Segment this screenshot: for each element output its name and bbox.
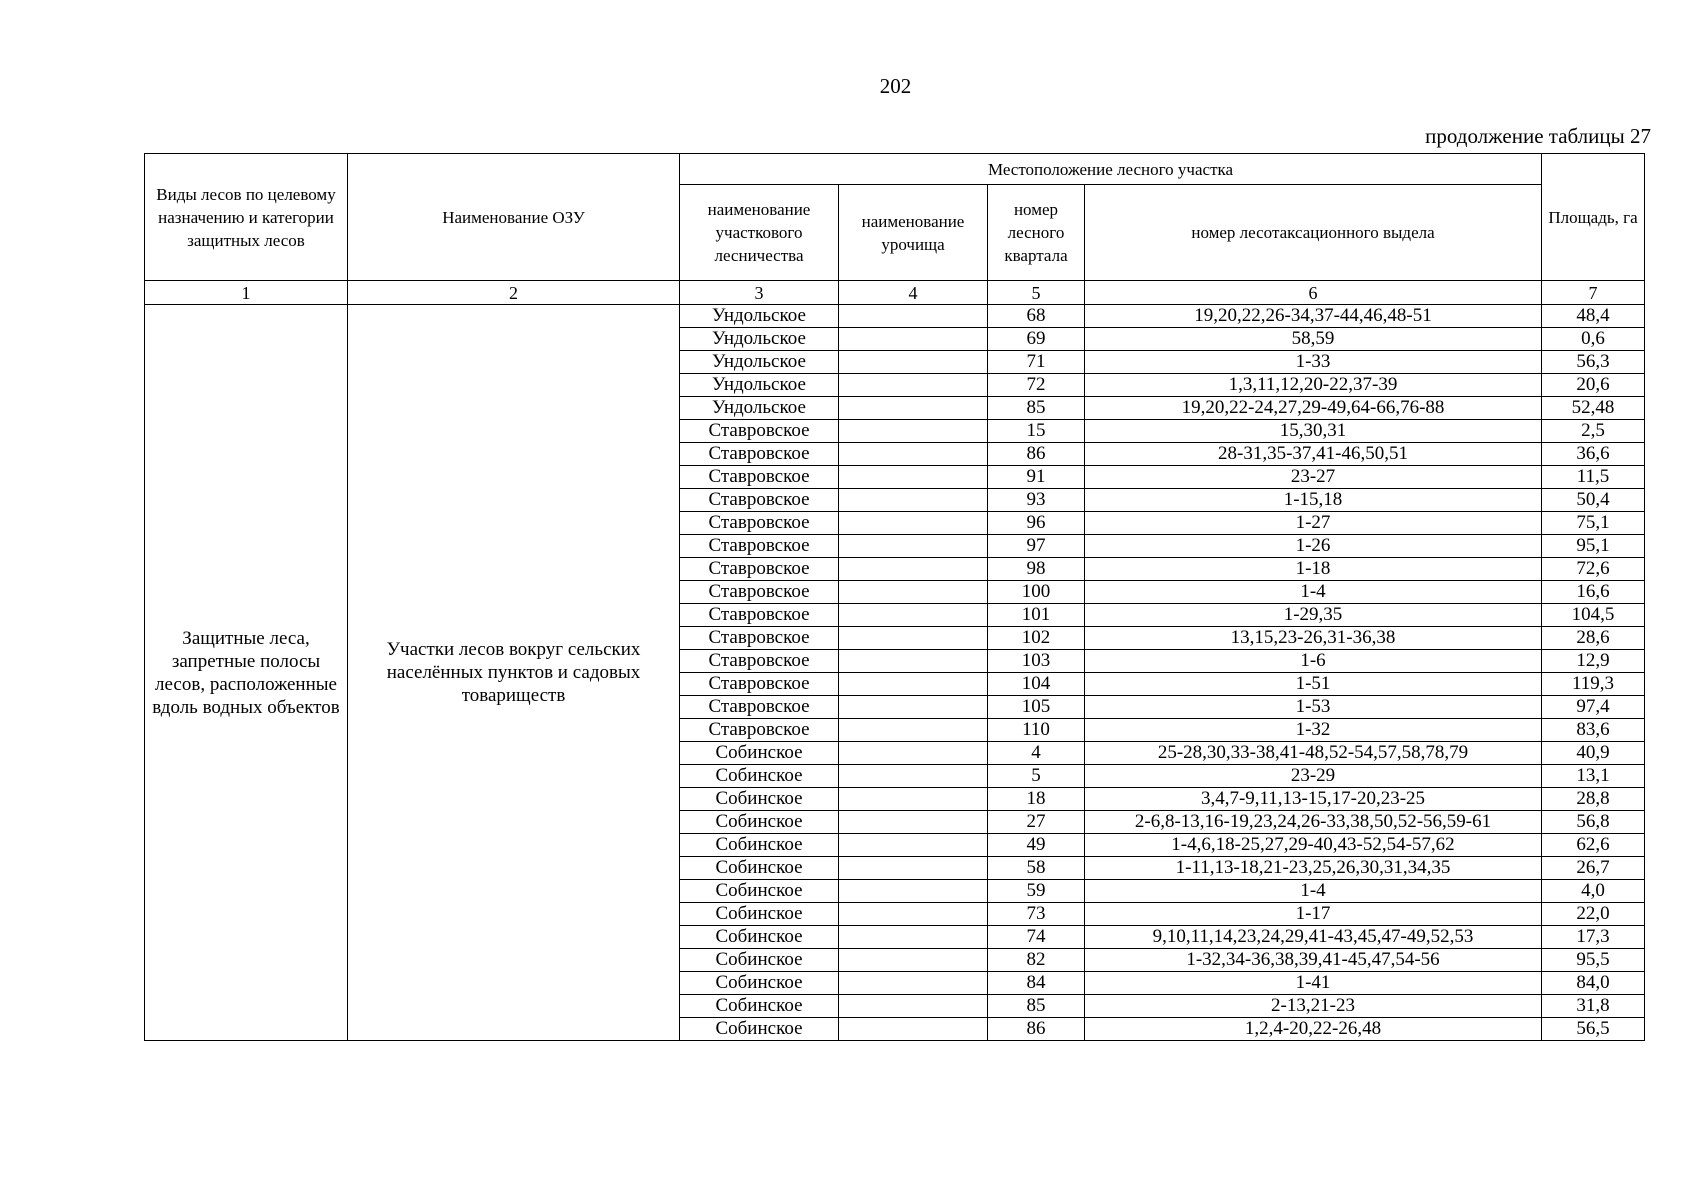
quarter-cell: 69: [988, 328, 1085, 351]
forestry-cell: Собинское: [680, 765, 839, 788]
column-number: 5: [988, 281, 1085, 305]
page-number: 202: [879, 74, 912, 98]
tract-cell: [839, 443, 988, 466]
tract-cell: [839, 696, 988, 719]
forestry-cell: Ставровское: [680, 512, 839, 535]
area-cell: 17,3: [1542, 926, 1645, 949]
area-cell: 56,8: [1542, 811, 1645, 834]
forestry-cell: Ставровское: [680, 489, 839, 512]
allotments-cell: 1-41: [1085, 972, 1542, 995]
forestry-cell: Собинское: [680, 811, 839, 834]
area-cell: 12,9: [1542, 650, 1645, 673]
forestry-cell: Ундольское: [680, 328, 839, 351]
forestry-cell: Ставровское: [680, 696, 839, 719]
allotments-cell: 23-27: [1085, 466, 1542, 489]
quarter-cell: 27: [988, 811, 1085, 834]
forestry-cell: Ставровское: [680, 719, 839, 742]
table-continuation-label: продолжение таблицы 27: [1425, 124, 1651, 148]
forestry-cell: Ставровское: [680, 673, 839, 696]
tract-cell: [839, 581, 988, 604]
allotments-cell: 1-27: [1085, 512, 1542, 535]
allotments-cell: 1-11,13-18,21-23,25,26,30,31,34,35: [1085, 857, 1542, 880]
tract-cell: [839, 811, 988, 834]
allotments-cell: 1-15,18: [1085, 489, 1542, 512]
tract-cell: [839, 857, 988, 880]
forestry-cell: Собинское: [680, 903, 839, 926]
forestry-cell: Ставровское: [680, 443, 839, 466]
quarter-cell: 104: [988, 673, 1085, 696]
forestry-cell: Ставровское: [680, 558, 839, 581]
quarter-cell: 71: [988, 351, 1085, 374]
area-cell: 95,1: [1542, 535, 1645, 558]
tract-cell: [839, 834, 988, 857]
tract-cell: [839, 926, 988, 949]
forestry-cell: Ундольское: [680, 351, 839, 374]
quarter-cell: 74: [988, 926, 1085, 949]
header-tract-name: наименование урочища: [839, 185, 988, 281]
header-allotment-number: номер лесотаксационного выдела: [1085, 185, 1542, 281]
area-cell: 48,4: [1542, 305, 1645, 328]
tract-cell: [839, 420, 988, 443]
forestry-cell: Собинское: [680, 949, 839, 972]
area-cell: 83,6: [1542, 719, 1645, 742]
quarter-cell: 85: [988, 995, 1085, 1018]
column-number: 7: [1542, 281, 1645, 305]
quarter-cell: 97: [988, 535, 1085, 558]
forestry-cell: Ставровское: [680, 581, 839, 604]
quarter-cell: 100: [988, 581, 1085, 604]
area-cell: 28,8: [1542, 788, 1645, 811]
forestry-cell: Ундольское: [680, 397, 839, 420]
ozu-name-cell: Участки лесов вокруг сельских населённых пунктов и садовых товариществ: [348, 305, 680, 1041]
tract-cell: [839, 788, 988, 811]
forest-plots-table: [144, 153, 1645, 1041]
area-cell: 4,0: [1542, 880, 1645, 903]
allotments-cell: 1-4,6,18-25,27,29-40,43-52,54-57,62: [1085, 834, 1542, 857]
allotments-cell: 3,4,7-9,11,13-15,17-20,23-25: [1085, 788, 1542, 811]
tract-cell: [839, 351, 988, 374]
header-location-group: Местоположение лесного участка: [680, 154, 1542, 185]
area-cell: 52,48: [1542, 397, 1645, 420]
area-cell: 75,1: [1542, 512, 1645, 535]
header-forest-type: Виды лесов по целевому назначению и категории защитных лесов: [145, 154, 348, 281]
forestry-cell: Ставровское: [680, 466, 839, 489]
allotments-cell: 1,2,4-20,22-26,48: [1085, 1018, 1542, 1041]
area-cell: 56,3: [1542, 351, 1645, 374]
quarter-cell: 58: [988, 857, 1085, 880]
allotments-cell: 25-28,30,33-38,41-48,52-54,57,58,78,79: [1085, 742, 1542, 765]
forestry-cell: Собинское: [680, 834, 839, 857]
quarter-cell: 59: [988, 880, 1085, 903]
quarter-cell: 110: [988, 719, 1085, 742]
quarter-cell: 18: [988, 788, 1085, 811]
allotments-cell: 1-26: [1085, 535, 1542, 558]
tract-cell: [839, 719, 988, 742]
quarter-cell: 73: [988, 903, 1085, 926]
forestry-cell: Ставровское: [680, 420, 839, 443]
tract-cell: [839, 903, 988, 926]
column-number: 6: [1085, 281, 1542, 305]
area-cell: 16,6: [1542, 581, 1645, 604]
quarter-cell: 102: [988, 627, 1085, 650]
tract-cell: [839, 535, 988, 558]
tract-cell: [839, 650, 988, 673]
area-cell: 20,6: [1542, 374, 1645, 397]
allotments-cell: 1-4: [1085, 581, 1542, 604]
tract-cell: [839, 972, 988, 995]
column-number: 1: [145, 281, 348, 305]
quarter-cell: 91: [988, 466, 1085, 489]
forestry-cell: Собинское: [680, 742, 839, 765]
quarter-cell: 84: [988, 972, 1085, 995]
area-cell: 0,6: [1542, 328, 1645, 351]
tract-cell: [839, 374, 988, 397]
column-number: 3: [680, 281, 839, 305]
forestry-cell: Собинское: [680, 995, 839, 1018]
area-cell: 97,4: [1542, 696, 1645, 719]
forestry-cell: Собинское: [680, 926, 839, 949]
allotments-cell: 2-6,8-13,16-19,23,24,26-33,38,50,52-56,59-61: [1085, 811, 1542, 834]
allotments-cell: 23-29: [1085, 765, 1542, 788]
quarter-cell: 72: [988, 374, 1085, 397]
quarter-cell: 98: [988, 558, 1085, 581]
allotments-cell: 19,20,22-24,27,29-49,64-66,76-88: [1085, 397, 1542, 420]
area-cell: 13,1: [1542, 765, 1645, 788]
allotments-cell: 19,20,22,26-34,37-44,46,48-51: [1085, 305, 1542, 328]
quarter-cell: 4: [988, 742, 1085, 765]
allotments-cell: 1-6: [1085, 650, 1542, 673]
allotments-cell: 1-4: [1085, 880, 1542, 903]
tract-cell: [839, 995, 988, 1018]
quarter-cell: 68: [988, 305, 1085, 328]
quarter-cell: 5: [988, 765, 1085, 788]
tract-cell: [839, 765, 988, 788]
forestry-cell: Ставровское: [680, 604, 839, 627]
forestry-cell: Ставровское: [680, 650, 839, 673]
allotments-cell: 13,15,23-26,31-36,38: [1085, 627, 1542, 650]
tract-cell: [839, 604, 988, 627]
tract-cell: [839, 328, 988, 351]
header-quarter-number: номер лесного квартала: [988, 185, 1085, 281]
forestry-cell: Собинское: [680, 1018, 839, 1041]
column-number: 4: [839, 281, 988, 305]
quarter-cell: 49: [988, 834, 1085, 857]
header-area: Площадь, га: [1542, 154, 1645, 281]
allotments-cell: 1-17: [1085, 903, 1542, 926]
area-cell: 28,6: [1542, 627, 1645, 650]
allotments-cell: 15,30,31: [1085, 420, 1542, 443]
quarter-cell: 82: [988, 949, 1085, 972]
forest-type-cell: Защитные леса, запретные полосы лесов, расположенные вдоль водных объектов: [145, 305, 348, 1041]
quarter-cell: 103: [988, 650, 1085, 673]
allotments-cell: 28-31,35-37,41-46,50,51: [1085, 443, 1542, 466]
quarter-cell: 86: [988, 1018, 1085, 1041]
tract-cell: [839, 466, 988, 489]
forestry-cell: Ставровское: [680, 535, 839, 558]
tract-cell: [839, 305, 988, 328]
forestry-cell: Ундольское: [680, 374, 839, 397]
allotments-cell: 1,3,11,12,20-22,37-39: [1085, 374, 1542, 397]
header-district-forestry: наименование участкового лесничества: [680, 185, 839, 281]
quarter-cell: 85: [988, 397, 1085, 420]
quarter-cell: 15: [988, 420, 1085, 443]
column-number: 2: [348, 281, 680, 305]
area-cell: 36,6: [1542, 443, 1645, 466]
area-cell: 119,3: [1542, 673, 1645, 696]
tract-cell: [839, 627, 988, 650]
allotments-cell: 1-33: [1085, 351, 1542, 374]
tract-cell: [839, 949, 988, 972]
tract-cell: [839, 512, 988, 535]
allotments-cell: 1-18: [1085, 558, 1542, 581]
area-cell: 26,7: [1542, 857, 1645, 880]
allotments-cell: 58,59: [1085, 328, 1542, 351]
tract-cell: [839, 558, 988, 581]
area-cell: 22,0: [1542, 903, 1645, 926]
allotments-cell: 1-51: [1085, 673, 1542, 696]
area-cell: 95,5: [1542, 949, 1645, 972]
allotments-cell: 1-29,35: [1085, 604, 1542, 627]
quarter-cell: 105: [988, 696, 1085, 719]
tract-cell: [839, 742, 988, 765]
area-cell: 72,6: [1542, 558, 1645, 581]
table-row: [145, 305, 1645, 328]
area-cell: 62,6: [1542, 834, 1645, 857]
area-cell: 50,4: [1542, 489, 1645, 512]
forestry-cell: Собинское: [680, 972, 839, 995]
allotments-cell: 1-53: [1085, 696, 1542, 719]
allotments-cell: 1-32: [1085, 719, 1542, 742]
area-cell: 11,5: [1542, 466, 1645, 489]
area-cell: 31,8: [1542, 995, 1645, 1018]
area-cell: 2,5: [1542, 420, 1645, 443]
quarter-cell: 93: [988, 489, 1085, 512]
quarter-cell: 86: [988, 443, 1085, 466]
quarter-cell: 101: [988, 604, 1085, 627]
area-cell: 40,9: [1542, 742, 1645, 765]
tract-cell: [839, 1018, 988, 1041]
forestry-cell: Ундольское: [680, 305, 839, 328]
area-cell: 84,0: [1542, 972, 1645, 995]
allotments-cell: 2-13,21-23: [1085, 995, 1542, 1018]
tract-cell: [839, 880, 988, 903]
header-ozu-name: Наименование ОЗУ: [348, 154, 680, 281]
allotments-cell: 1-32,34-36,38,39,41-45,47,54-56: [1085, 949, 1542, 972]
tract-cell: [839, 397, 988, 420]
allotments-cell: 9,10,11,14,23,24,29,41-43,45,47-49,52,53: [1085, 926, 1542, 949]
forestry-cell: Собинское: [680, 857, 839, 880]
table-body: [145, 305, 1645, 1041]
tract-cell: [839, 673, 988, 696]
forestry-cell: Собинское: [680, 788, 839, 811]
area-cell: 104,5: [1542, 604, 1645, 627]
forestry-cell: Собинское: [680, 880, 839, 903]
tract-cell: [839, 489, 988, 512]
forestry-cell: Ставровское: [680, 627, 839, 650]
area-cell: 56,5: [1542, 1018, 1645, 1041]
quarter-cell: 96: [988, 512, 1085, 535]
